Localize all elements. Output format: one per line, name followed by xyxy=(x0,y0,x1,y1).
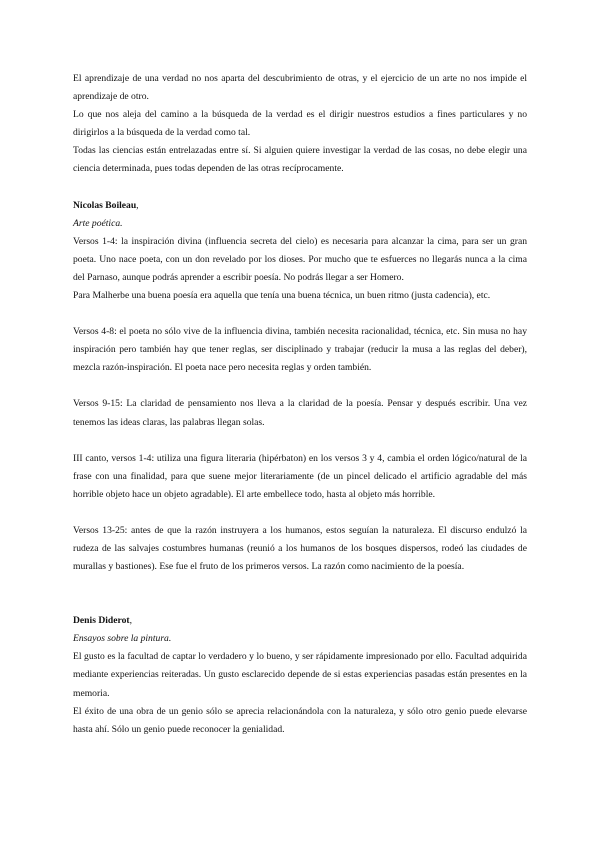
diderot-author: Denis Diderot xyxy=(73,615,130,627)
boileau-author: Nicolas Boileau xyxy=(73,199,137,211)
boileau-heading xyxy=(73,197,527,215)
boileau-verses-4-8: Versos 4-8: el poeta no sólo vive de la influencia divina, también necesita racionalidad, técnica, etc. Sin musa no hay inspiración pero también hay que tener reglas, ser disciplinado y trabajar (reducir la musa a las reglas del deber), mezcla razón-inspiración. El poeta nace pero necesita reglas y orden también. xyxy=(73,326,527,374)
boileau-malherbe-note: Para Malherbe una buena poesía era aquella que tenía una buena técnica, un buen ritmo (justa cadencia), etc. xyxy=(73,290,491,302)
diderot-paragraph-1: El gusto es la facultad de captar lo verdadero y lo bueno, y ser rápidamente impresionado por ello. Facultad adquirida mediante experiencias reiteradas. Un gusto esclarecido depende de si estas experiencias pasadas están presentes en la memoria. xyxy=(73,651,527,699)
intro-paragraph-2: Lo que nos aleja del camino a la búsqueda de la verdad es el dirigir nuestros estudios a fines particulares y no dirigirlos a la búsqueda de la verdad como tal. xyxy=(73,109,527,139)
spacer xyxy=(73,179,527,197)
boileau-author-suffix: , xyxy=(136,199,139,211)
boileau-verses-1-4: Versos 1-4: la inspiración divina (influencia secreta del cielo) es necesaria para alcanzar la cima, para ser un gran poeta. Uno nace poeta, con un don revelado por los dioses. Por mucho que te esfuerces no llegarás nunca a la cima del Parnaso, aunque podrás aprender a escribir poesía. No podrás llegar a ser Homero. xyxy=(73,235,527,283)
intro-paragraph-3: Todas las ciencias están entrelazadas entre sí. Si alguien quiere investigar la verdad de las cosas, no debe elegir una ciencia determinada, pues todas dependen de las otras recíprocamente. xyxy=(73,145,527,175)
intro-paragraph-1: El aprendizaje de una verdad no nos aparta del descubrimiento de otras, y el ejercicio de un arte no nos impide el aprendizaje de otro. xyxy=(73,73,527,103)
spacer xyxy=(73,504,527,522)
boileau-canto-3: III canto, versos 1-4: utiliza una figura literaria (hipérbaton) en los versos 3 y 4, cambia el orden lógico/natural de la frase con una finalidad, para que suene mejor literariamente (de un pincel delicado el artificio agradable del más horrible objeto hace un objeto agradable). El arte embellece todo, hasta al objeto más horrible. xyxy=(73,452,527,500)
spacer xyxy=(73,576,527,612)
document-body xyxy=(73,70,527,739)
diderot-paragraph-2: El éxito de una obra de un genio sólo se aprecia relacionándola con la naturaleza, y sólo otro genio puede elevarse hasta ahí. Sólo un genio puede reconocer la genialidad. xyxy=(73,705,527,735)
diderot-work-title: Ensayos sobre la pintura. xyxy=(73,633,172,645)
boileau-work-title: Arte poética. xyxy=(73,217,123,229)
boileau-verses-13-25: Versos 13-25: antes de que la razón instruyera a los humanos, estos seguían la naturaleza. El discurso endulzó la rudeza de las salvajes costumbres humanas (reunió a los humanos de los bosques dispersos, rodeó las ciudades de murallas y bastiones). Ese fue el fruto de los primeros versos. La razón como nacimiento de la poesía. xyxy=(73,524,527,573)
boileau-verses-9-15: Versos 9-15: La claridad de pensamiento nos lleva a la claridad de la poesía. Pensar y después escribir. Una vez tenemos las ideas claras, las palabras llegan solas. xyxy=(73,398,527,428)
spacer xyxy=(73,305,527,323)
spacer xyxy=(73,432,527,450)
diderot-heading xyxy=(73,612,527,630)
diderot-author-suffix: , xyxy=(129,615,132,627)
spacer xyxy=(73,377,527,395)
